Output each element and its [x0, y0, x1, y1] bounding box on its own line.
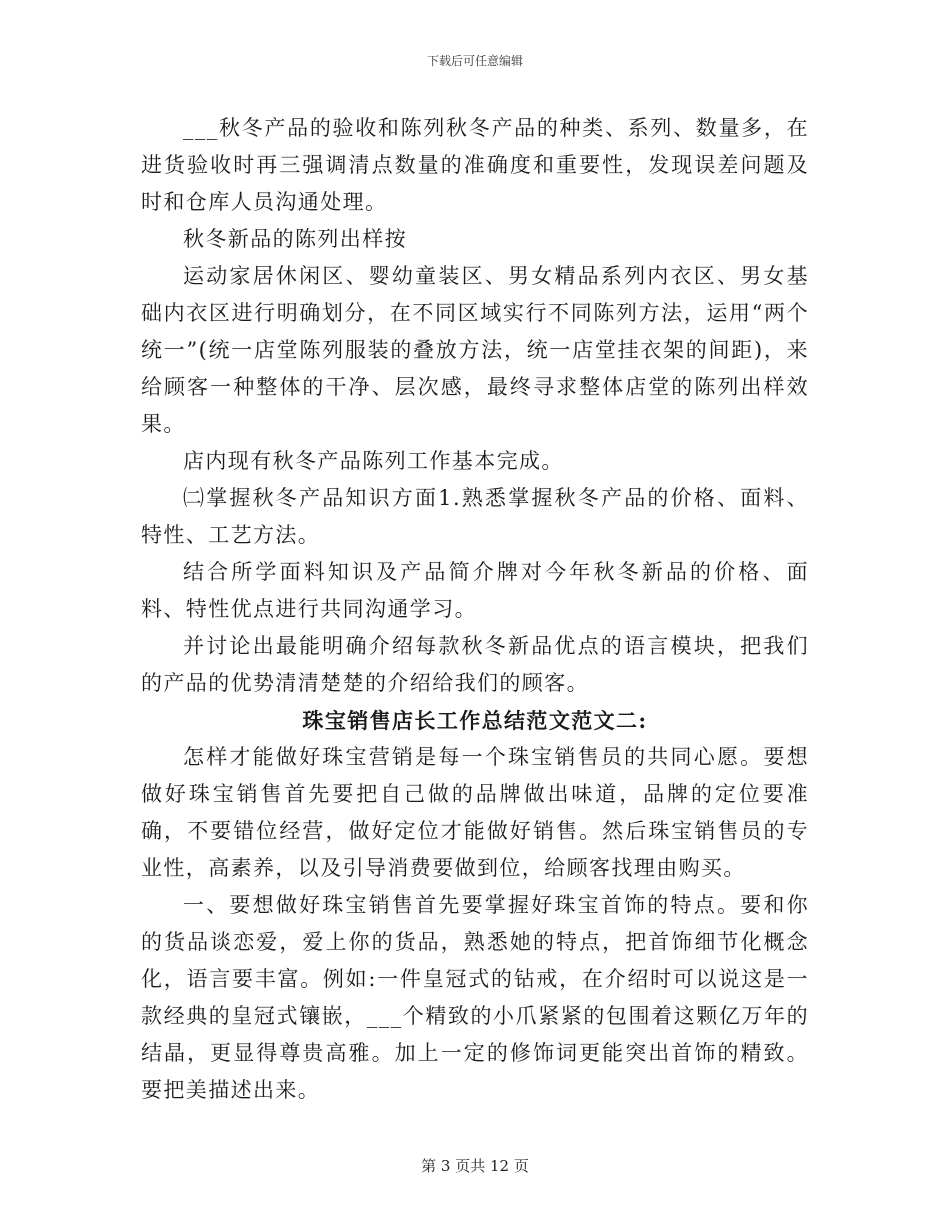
- paragraph: 怎样才能做好珠宝营销是每一个珠宝销售员的共同心愿。要想做好珠宝销售首先要把自己做的品牌做出味道，品牌的定位要准确，不要错位经营，做好定位才能做好销售。然后珠宝销售员的专业性，高素养，以及引导消费要做到位，给顾客找理由购买。: [141, 745, 809, 880]
- document-body: [141, 110, 809, 1109]
- paragraph: 一、要想做好珠宝销售首先要掌握好珠宝首饰的特点。要和你的货品谈恋爱，爱上你的货品，熟悉她的特点，把首饰细节化概念化，语言要丰富。例如:一件皇冠式的钻戒，在介绍时可以说这是一款经典的皇冠式镶嵌，___个精致的小爪紧紧的包围着这颗亿万年的结晶，更显得尊贵高雅。加上一定的修饰词更能突出首饰的精致。要把美描述出来。: [141, 893, 809, 1102]
- paragraph: 运动家居休闲区、婴幼童装区、男女精品系列内衣区、男女基础内衣区进行明确划分，在不同区域实行不同陈列方法，运用“两个统一”(统一店堂陈列服装的叠放方法，统一店堂挂衣架的间距)，来给顾客一种整体的干净、层次感，最终寻求整体店堂的陈列出样效果。: [141, 264, 809, 436]
- paragraph: 结合所学面料知识及产品简介牌对今年秋冬新品的价格、面料、特性优点进行共同沟通学习。: [141, 560, 809, 621]
- page-header: 下载后可任意编辑: [426, 54, 523, 68]
- paragraph: 店内现有秋冬产品陈列工作基本完成。: [183, 449, 564, 473]
- paragraph: 秋冬新品的陈列出样按: [183, 227, 407, 251]
- paragraph: ㈡掌握秋冬产品知识方面1.熟悉掌握秋冬产品的价格、面料、特性、工艺方法。: [141, 486, 809, 547]
- page-footer: 第 3 页共 12 页: [421, 1157, 529, 1175]
- paragraph: ___秋冬产品的验收和陈列秋冬产品的种类、系列、数量多，在进货验收时再三强调清点数量的准确度和重要性，发现误差问题及时和仓库人员沟通处理。: [141, 116, 809, 214]
- section-title: 珠宝销售店长工作总结范文范文二:: [302, 708, 648, 733]
- paragraph: 并讨论出最能明确介绍每款秋冬新品优点的语言模块，把我们的产品的优势清清楚楚的介绍给我们的顾客。: [141, 634, 809, 695]
